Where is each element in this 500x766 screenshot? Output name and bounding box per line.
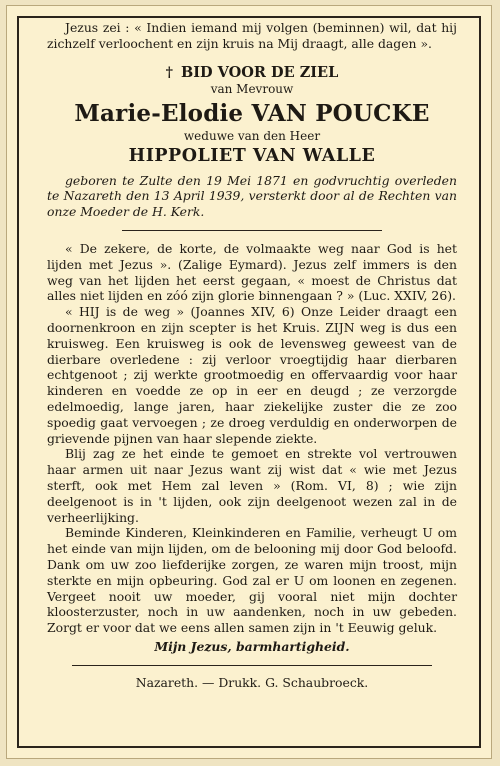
divider-bottom bbox=[72, 665, 432, 666]
prayer-header-text: BID VOOR DE ZIEL bbox=[181, 63, 339, 81]
van-mevrouw: van Mevrouw bbox=[210, 81, 294, 96]
card-content bbox=[47, 20, 457, 691]
closing-prayer: Mijn Jezus, barmhartigheid. bbox=[154, 638, 350, 654]
biography: geboren te Zulte den 19 Mei 1871 en godvruchtig overleden te Nazareth den 13 April 1939, versterkt door al de Rechten van onze Moeder de H. Kerk. bbox=[47, 172, 457, 220]
printer-footer: Nazareth. — Drukk. G. Schaubroeck. bbox=[135, 674, 369, 690]
deceased-name: Marie-Elodie VAN POUCKE bbox=[74, 99, 430, 127]
paragraph-3: Blij zag ze het einde te gemoet en strekte vol vertrouwen haar armen uit naar Jezus want zij wist dat « wie met Jezus sterft, ook met Hem zal leven » (Rom. VI, 8) ; wie zijn deelgenoot is in 't lijden, ook zijn deelgenoot wezen zal in de verheerlijking. bbox=[47, 446, 457, 525]
divider-top bbox=[122, 230, 382, 231]
widow-of: weduwe van den Heer bbox=[183, 128, 321, 143]
memorial-card bbox=[6, 5, 492, 759]
paragraph-2: « HIJ is de weg » (Joannes XIV, 6) Onze Leider draagt een doornenkroon en zijn scepter is het Kruis. ZIJN weg is dus een kruisweg. Een kruisweg is ook de levensweg geweest van de dierbare overledene : zij verloor vroegtijdig haar dierbaren echtgenoot ; zij werkte grootmoedig en offervaardig voor haar kinderen en voedde ze op in eer en deugd ; ze verzorgde edelmoedig, lange jaren, haar ziekelijke zuster die ze zoo spoedig gaat vervoegen ; ze droeg verduldig en onderworpen de grievende pijnen van haar slepende ziekte. bbox=[47, 304, 457, 446]
paragraph-4: Beminde Kinderen, Kleinkinderen en Familie, verheugt U om het einde van mijn lijden, om de belooning mij door God beloofd. Dank om uw zoo liefderijke zorgen, ze waren mijn troost, mijn sterkte en mijn opbeuring. God zal er U om loonen en zegenen. Vergeet nooit uw moeder, gij vooral niet mijn dochter kloosterzuster, noch in uw aandenken, noch in uw gebeden. Zorgt er voor dat we eens allen samen zijn in 't Eeuwig geluk. bbox=[47, 525, 457, 636]
husband-name: HIPPOLIET VAN WALLE bbox=[128, 145, 376, 166]
paragraph-1: « De zekere, de korte, de volmaakte weg naar God is het lijden met Jezus ». (Zalige Eymard). Jezus zelf immers is den weg van het lijden het eerst gegaan, « moest de Christus dat alles niet lijden en zóó zijn glorie binnengaan ? » (Luc. XXIV, 26). bbox=[47, 240, 457, 304]
opening-quote: Jezus zei : « Indien iemand mij volgen (beminnen) wil, dat hij zichzelf verloochent en zijn kruis na Mij draagt, alle dagen ». bbox=[47, 20, 457, 51]
prayer-header bbox=[47, 64, 457, 82]
cross-icon: † bbox=[165, 64, 173, 81]
